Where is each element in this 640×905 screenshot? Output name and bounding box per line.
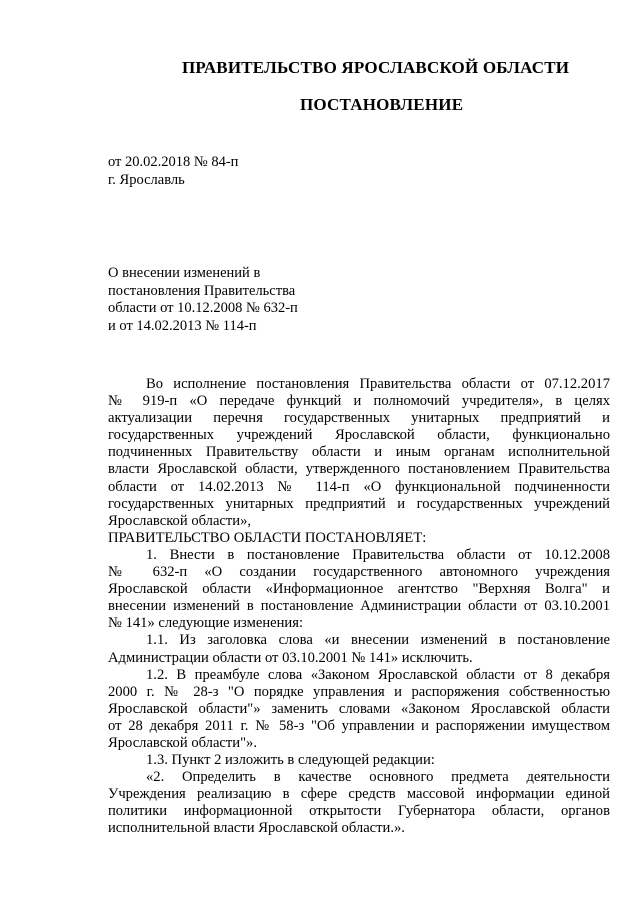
document-date-number: от 20.02.2018 № 84-п <box>108 154 239 170</box>
resolves-line: ПРАВИТЕЛЬСТВО ОБЛАСТИ ПОСТАНОВЛЯЕТ: <box>108 529 427 546</box>
document-city: г. Ярославль <box>108 172 185 188</box>
document-type-title: ПОСТАНОВЛЕНИЕ <box>300 95 464 114</box>
document-subject <box>108 265 298 335</box>
preamble-line: подчиненных Правительству области и иным органам исполнительной <box>108 444 610 461</box>
item-1-line: Ярославской области «Информационное агентство "Верхняя Волга" и <box>108 581 610 598</box>
item-1-3-text-line: «2. Определить в качестве основного предмета деятельности <box>146 769 610 786</box>
preamble-line: области от 14.02.2013 № 114-п «О функциональной подчиненности <box>108 478 610 495</box>
preamble-line: власти Ярославской области, утвержденного постановлением Правительства <box>108 461 610 478</box>
item-1-3-text-line: Учреждения реализацию в сфере средств массовой информации единой <box>108 786 610 803</box>
item-1-line: 1. Внести в постановление Правительства области от 10.12.2008 <box>146 546 610 563</box>
item-1-2-line: от 28 декабря 2011 г. № 58-з "Об управлении и распоряжении имуществом <box>108 717 610 734</box>
preamble-line: актуализации перечня государственных унитарных предприятий и <box>108 410 610 427</box>
subject-line: О внесении изменений в <box>108 265 261 281</box>
item-1-3-line: 1.3. Пункт 2 изложить в следующей редакции: <box>146 752 435 769</box>
item-1-1-line: Администрации области от 03.10.2001 № 141» исключить. <box>108 649 473 666</box>
item-1-line: внесении изменений в постановление Администрации области от 03.10.2001 <box>108 598 610 615</box>
government-title: ПРАВИТЕЛЬСТВО ЯРОСЛАВСКОЙ ОБЛАСТИ <box>182 58 570 77</box>
subject-line: постановления Правительства <box>108 282 296 299</box>
item-1-2-line: 2000 г. № 28-з "О порядке управления и распоряжения собственностью <box>108 683 610 700</box>
preamble-line: государственных унитарных предприятий и государственных учреждений <box>108 495 610 512</box>
item-1-2-line: 1.2. В преамбуле слова «Законом Ярославской области от 8 декабря <box>146 666 610 683</box>
item-1-3-text-line: политики информационной открытости Губернатора области, органов <box>108 803 610 820</box>
preamble-line: государственных учреждений Ярославской области, функционально <box>108 427 610 444</box>
document-body <box>108 376 610 838</box>
item-1-3-text-line: исполнительной власти Ярославской области.». <box>108 820 405 837</box>
subject-line: области от 10.12.2008 № 632-п <box>108 300 298 316</box>
subject-line: и от 14.02.2013 № 114-п <box>108 317 257 334</box>
item-1-1-line: 1.1. Из заголовка слова «и внесении изменений в постановление <box>146 632 610 649</box>
preamble-line: Во исполнение постановления Правительства области от 07.12.2017 <box>146 376 610 392</box>
item-1-2-line: Ярославской области"» заменить словами «Законом Ярославской области <box>108 700 610 717</box>
item-1-line: № 141» следующие изменения: <box>108 615 304 632</box>
item-1-line: № 632-п «О создании государственного автономного учреждения <box>108 564 610 581</box>
preamble-line: № 919-п «О передаче функций и полномочий учредителя», в целях <box>108 393 610 410</box>
preamble-line: Ярославской области», <box>108 512 252 529</box>
item-1-2-line: Ярославской области"». <box>108 734 258 751</box>
